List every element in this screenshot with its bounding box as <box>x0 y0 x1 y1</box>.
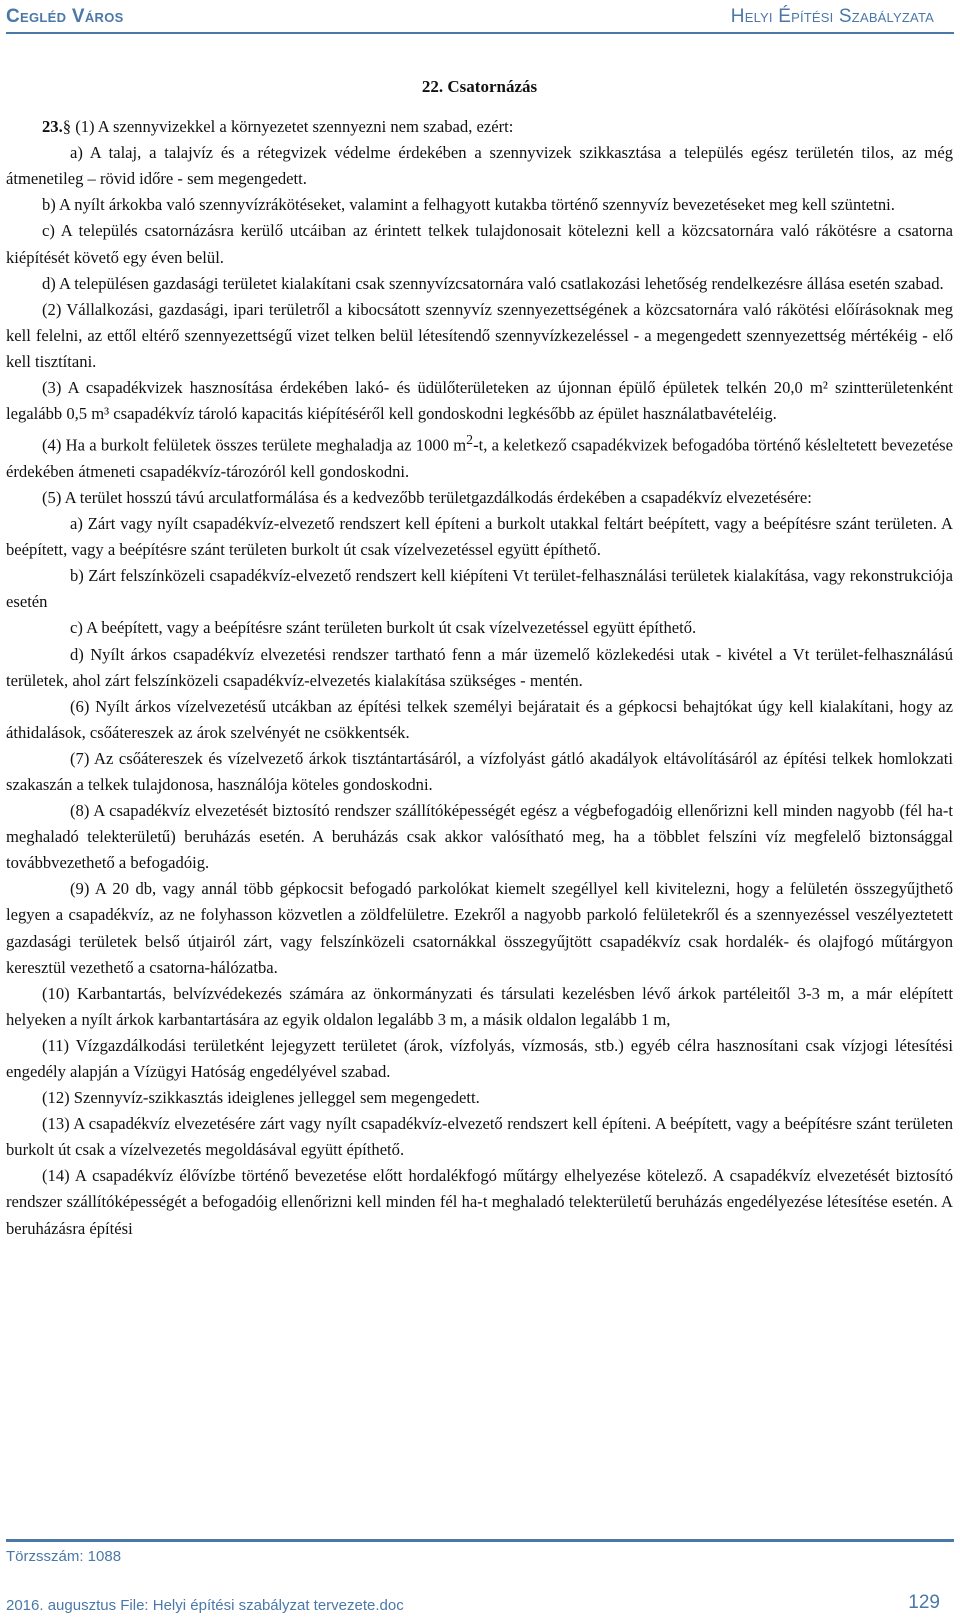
header-divider <box>6 32 954 34</box>
paragraph-5-a: a) Zárt vagy nyílt csapadékvíz-elvezető rendszert kell építeni a burkolt utakkal feltárt beépített, vagy a beépítésre szánt területen. A beépített, vagy a beépítésre szánt területen burkolt út csak vízelvezetéssel együtt építhető. <box>6 514 953 560</box>
paragraph-text: -t, a keletkező csapadékvizek befogadóba történő késleltetett bevezetése érdekében átmeneti csapadékvíz-tározóról kell gondoskodni. <box>6 435 954 481</box>
paragraph-1-a: a) A talaj, a talajvíz és a rétegvizek védelme érdekében a szennyvizek szikkasztása a település egész területén tilos, az még átmenetileg – rövid időre - sem megengedett. <box>6 143 953 189</box>
paragraph-6: (6) Nyílt árkos vízelvezetésű utcákban az építési telkek személyi bejáratait és a gépkocsi behajtókat úgy kell kialakítani, hogy az áthidalások, csőátereszek az árok szelvényét ne csökkentsék. <box>6 696 953 742</box>
section-number: 23. <box>42 117 63 137</box>
paragraph-5-c: c) A beépített, vagy a beépítésre szánt területen burkolt út csak vízelvezetéssel együtt építhető. <box>70 618 697 638</box>
footer-registry-number: Törzsszám: 1088 <box>6 1548 122 1565</box>
paragraph-7: (7) Az csőátereszek és vízelvezető árkok tisztántartásáról, a vízfolyást gátló akadályok eltávolításáról az építési telkek homlokzati szakaszán a telkek tulajdonosa, használója köteles gondoskodni. <box>6 748 953 794</box>
paragraph-11: (11) Vízgazdálkodási területként lejegyzett területet (árok, vízfolyás, vízmosás, stb.) egyéb célra hasznosítani csak vízjogi létesítési engedély alapján a Vízügyi Hatóság engedélyével szabad. <box>6 1035 953 1081</box>
paragraph-8: (8) A csapadékvíz elvezetését biztosító rendszer szállítóképességét egész a végbefogadóig ellenőrizni kell minden nagyobb (fél ha-t meghaladó telekterületű) beruházás esetén. A beruházás csak akkor valósítható meg, ha a többlet felszíni víz megfelelő biztonsággal továbbvezethető a befogadóig. <box>6 801 953 873</box>
paragraph-1-d: d) A településen gazdasági területet kialakítani csak szennyvízcsatornára való csatlakozási lehetőség rendelkezésre állása esetén szabad. <box>42 273 944 293</box>
paragraph-13: (13) A csapadékvíz elvezetésére zárt vagy nyílt csapadékvíz-elvezető rendszert kell építeni. A beépített, vagy a beépítésre szánt területen burkolt út csak a vízelvezetés megoldásával együtt építhető. <box>6 1114 953 1160</box>
section-title: 22. Csatornázás <box>421 77 538 96</box>
footer-file-info: 2016. augusztus File: Helyi építési szabályzat tervezete.doc <box>6 1597 404 1614</box>
paragraph-4 <box>6 427 953 485</box>
paragraph-14: (14) A csapadékvíz élővízbe történő bevezetése előtt hordalékfogó műtárgy elhelyezése kötelező. A csapadékvíz elvezetését biztosító rendszer szállítóképességét a befogadóig ellenőrizni kell minden fél ha-t meghaladó telekterületű beruházás engedélyezése létesítése esetén. A beruházásra építési <box>6 1166 953 1238</box>
page-header <box>6 4 954 30</box>
paragraph-2: (2) Vállalkozási, gazdasági, ipari területről a kibocsátott szennyvíz szennyezettségének a közcsatornára való rákötési előírásoknak meg kell felelni, az ettől eltérő szennyezettségű vizet telken belül létesítendő szennyvízkezeléssel - a megengedett szennyezettség mértékéig - elő kell tisztítani. <box>6 299 953 371</box>
paragraph-3: (3) A csapadékvizek hasznosítása érdekében lakó- és üdülőterületeken az újonnan épülő épületek telkén 20,0 m² szintterületenként legalább 0,5 m³ csapadékvíz tároló kapacitás kiépítéséről kell gondoskodni legkésőbb az épület használatbavételéig. <box>6 378 953 424</box>
paragraph-10: (10) Karbantartás, belvízvédekezés számára az önkormányzati és társulati kezelésben lévő árkok partéleitől 3-3 m, a már elépített helyeken a nyílt árkok karbantartására az egyik oldalon legalább 3 m, a másik oldalon legalább 1 m, <box>6 983 953 1029</box>
paragraph-23-1 <box>6 114 953 140</box>
paragraph-1-c: c) A település csatornázásra kerülő utcáiban az érintett telkek tulajdonosait kötelezni kell a közcsatornára való rákötésre a csatorna kiépítését követő egy éven belül. <box>6 221 953 267</box>
paragraph-5-d: d) Nyílt árkos csapadékvíz elvezetési rendszer tartható fenn a már üzemelő közlekedési utak - kivétel a Vt terület-felhasználású területek, ahol zárt felszínközeli csapadékvíz-elvezetés kialakítása szükséges - mentén. <box>6 644 953 690</box>
section-sign: § <box>62 117 72 137</box>
paragraph-text: (1) A szennyvizekkel a környezetet szennyezni nem szabad, ezért: <box>71 117 514 137</box>
document-body <box>6 74 953 1242</box>
paragraph-12: (12) Szennyvíz-szikkasztás ideiglenes jelleggel sem megengedett. <box>42 1088 480 1108</box>
header-document-title: Helyi Építési Szabályzata <box>730 6 934 27</box>
paragraph-1-b: b) A nyílt árkokba való szennyvízrákötéseket, valamint a felhagyott kutakba történő szennyvíz bevezetéseket meg kell szüntetni. <box>42 195 895 215</box>
paragraph-9: (9) A 20 db, vagy annál több gépkocsit befogadó parkolókat kiemelt szegéllyel kell kivitelezni, hogy a felületén összegyűjthető legyen a csapadékvíz, az ne folyhasson közvetlen a zöldfelületre. Ezekről a nagyobb parkoló felületekről és a szennyezéssel veszélyeztetett gazdasági területek belső útjairól zárt, vagy felszínközeli csatornákkal összegyűjtött csapadékvíz csak hordalék- és olajfogó műtárgyon keresztül vezethető a csatorna-hálózatba. <box>6 879 953 977</box>
paragraph-5-b: b) Zárt felszínközeli csapadékvíz-elvezető rendszert kell kiépíteni Vt terület-felhasználási területek kialakítása, vagy rekonstrukciója esetén <box>6 566 953 612</box>
footer-divider <box>6 1539 954 1542</box>
paragraph-5: (5) A terület hosszú távú arculatformálása és a kedvezőbb területgazdálkodás érdekében a csapadékvíz elvezetésére: <box>42 487 812 507</box>
superscript: 2 <box>466 432 474 448</box>
page-number: 129 <box>908 1592 940 1613</box>
paragraph-text: (4) Ha a burkolt felületek összes területe meghaladja az 1000 m <box>42 435 467 455</box>
header-city-name: Cegléd Város <box>6 6 124 27</box>
